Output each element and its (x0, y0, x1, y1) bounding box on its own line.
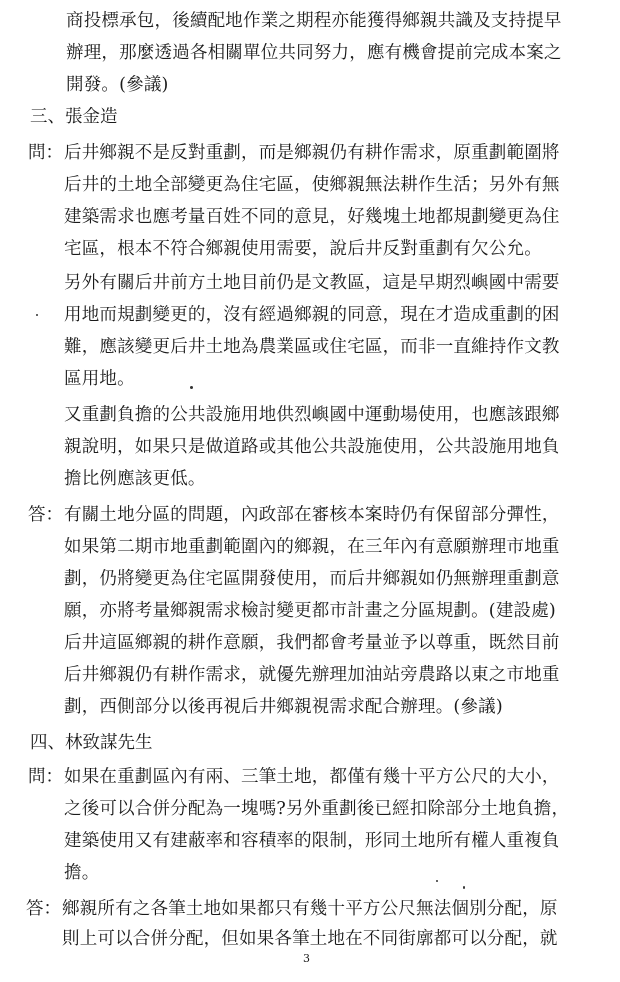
text-line: 則上可以合併分配，但如果各筆土地在不同街廓都可以分配，就 (62, 929, 558, 949)
answer-label: 答： (26, 899, 61, 919)
text-line: 后井的土地全部變更為住宅區，使鄉親無法耕作生活；另外有無 (64, 175, 560, 195)
text-line: 願，亦將考量鄉親需求檢討變更都市計畫之分區規劃。(建設處) (64, 601, 556, 621)
text-line: 擔。 (64, 863, 100, 883)
text-line: 商投標承包，後續配地作業之期程亦能獲得鄉親共識及支持提早 (66, 11, 562, 31)
text-line: 區用地。 (64, 369, 135, 389)
answer-label: 答： (28, 505, 63, 525)
text-line: 后井鄉親仍有耕作需求，就優先辦理加油站旁農路以東之市地重 (64, 665, 560, 685)
text-line: 另外有關后井前方土地目前仍是文教區，這是早期烈嶼國中需要 (64, 273, 560, 293)
scan-speck (36, 314, 38, 316)
text-line: 劃，仍將變更為住宅區開發使用，而后井鄉親如仍無辦理重劃意 (64, 569, 560, 589)
text-line: 擔比例應該更低。 (64, 469, 206, 489)
scan-speck (463, 886, 465, 889)
text-line: 如果在重劃區內有兩、三筆土地，都僅有幾十平方公尺的大小， (64, 767, 560, 787)
text-line: 劃，西側部分以後再視后井鄉親視需求配合辦理。(參議) (64, 697, 503, 717)
scan-speck (190, 386, 193, 389)
text-line: 又重劃負擔的公共設施用地供烈嶼國中運動場使用，也應該跟鄉 (64, 405, 560, 425)
question-label: 問： (28, 767, 63, 787)
page-number: 3 (303, 952, 310, 965)
text-line: 后井這區鄉親的耕作意願，我們都會考量並予以尊重，既然目前 (64, 633, 560, 653)
text-line: 辦理，那麼透過各相關單位共同努力，應有機會提前完成本案之 (66, 43, 562, 63)
text-line: 用地而規劃變更的，沒有經過鄉親的同意，現在才造成重劃的困 (64, 305, 560, 325)
text-line: 如果第二期市地重劃範圍內的鄉親，在三年內有意願辦理市地重 (64, 537, 560, 557)
text-line: 建築需求也應考量百姓不同的意見，好幾塊土地都規劃變更為住 (64, 207, 560, 227)
text-line: 之後可以合併分配為一塊嗎?另外重劃後已經扣除部分土地負擔， (64, 799, 570, 819)
text-line: 開發。(參議) (66, 75, 169, 95)
scan-speck (436, 880, 438, 882)
text-line: 鄉親所有之各筆土地如果都只有幾十平方公尺無法個別分配，原 (62, 899, 558, 919)
text-line: 后井鄉親不是反對重劃，而是鄉親仍有耕作需求，原重劃範圍將 (64, 143, 560, 163)
text-line: 宅區，根本不符合鄉親使用需要，說后井反對重劃有欠公允。 (64, 239, 542, 259)
question-label: 問： (28, 143, 63, 163)
section-heading: 三、張金造 (30, 107, 118, 127)
section-heading: 四、林致謀先生 (30, 733, 153, 753)
text-line: 難，應該變更后井土地為農業區或住宅區，而非一直維持作文教 (64, 337, 560, 357)
text-line: 建築使用又有建蔽率和容積率的限制，形同土地所有權人重複負 (64, 831, 560, 851)
text-line: 有關土地分區的問題，內政部在審核本案時仍有保留部分彈性， (64, 505, 560, 525)
text-line: 親說明，如果只是做道路或其他公共設施使用，公共設施用地負 (64, 437, 560, 457)
